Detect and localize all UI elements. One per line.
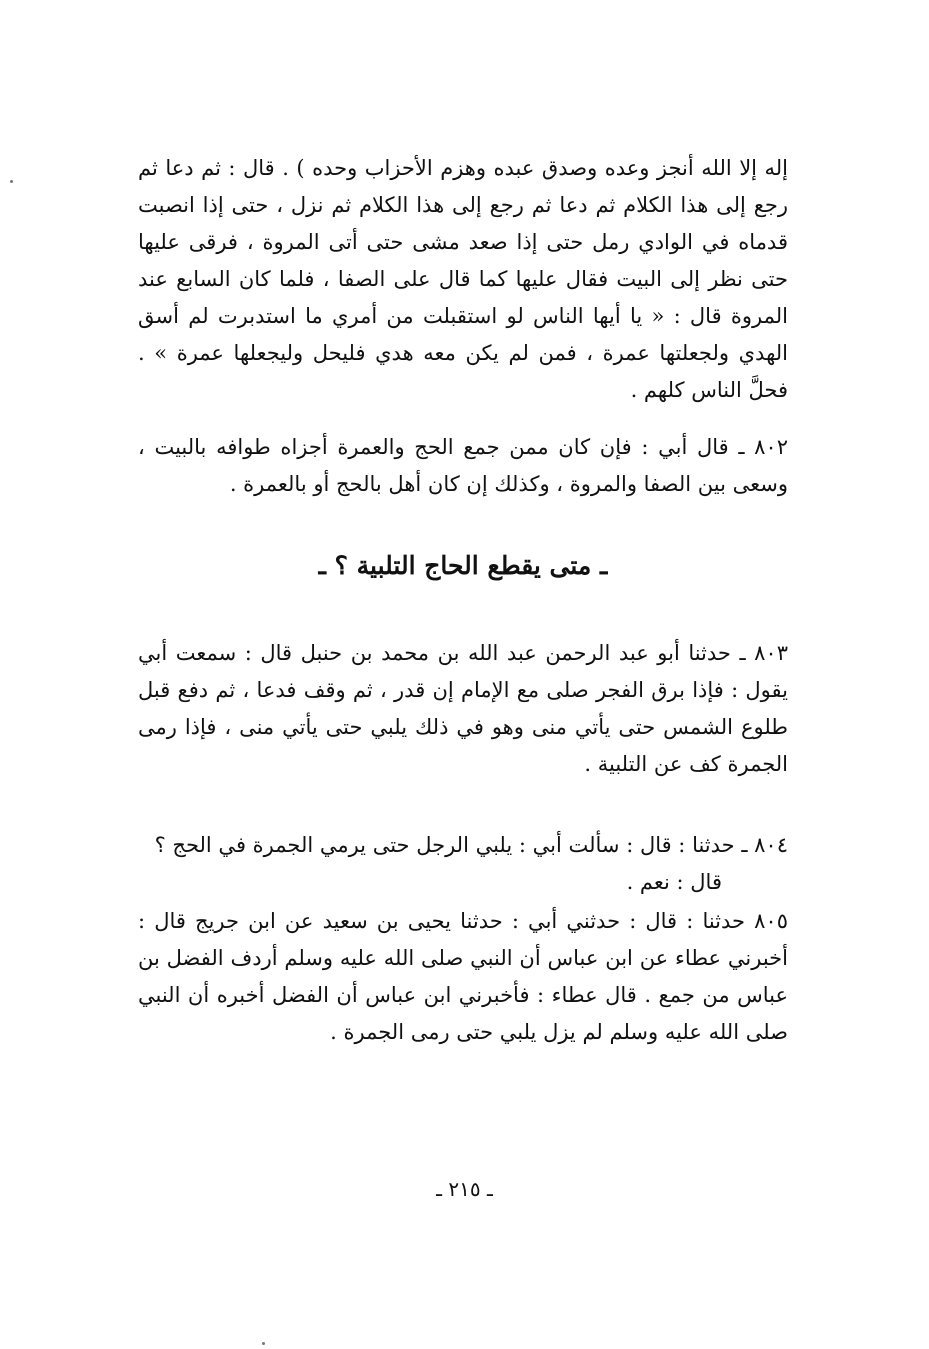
page-number: ـ ٢١٥ ـ <box>436 1177 493 1201</box>
continuation-paragraph: إله إلا الله أنجز وعده وصدق عبده وهزم الأحزاب وحده ) . قال : ثم دعا ثم رجع إلى هذا الكلام ثم دعا ثم رجع إلى هذا الكلام ثم نزل ، حتى إذا انصبت قدماه في الوادي رمل حتى إذا صعد مشى حتى أتى المروة ، فرقى عليها حتى نظر إلى البيت فقال عليها كما قال على الصفا ، فلما كان السابع عند المروة قال : « يا أيها الناس لو استقبلت من أمري ما استدبرت لم أسق الهدي ولجعلتها عمرة ، فمن لم يكن معه هدي فليحل وليجعلها عمرة » . فحلَّ الناس كلهم . <box>138 156 788 402</box>
section-heading: ـ متى يقطع الحاج التلبية ؟ ـ <box>318 551 608 580</box>
paragraph-804: ٨٠٤ ـ حدثنا : قال : سألت أبي : يلبي الرجل حتى يرمي الجمرة في الحج ؟ <box>154 833 788 857</box>
paragraph-804-reply: قال : نعم . <box>626 870 722 894</box>
paragraph-803: ٨٠٣ ـ حدثنا أبو عبد الرحمن عبد الله بن محمد بن حنبل قال : سمعت أبي يقول : فإذا برق الفجر صلى مع الإمام إن قدر ، ثم وقف فدعا ، ثم دفع قبل طلوع الشمس حتى يأتي منى وهو في ذلك يلبي حتى يأتي منى ، فإذا رمى الجمرة كف عن التلبية . <box>138 641 788 776</box>
paragraph-805: ٨٠٥ حدثنا : قال : حدثني أبي : حدثنا يحيى بن سعيد عن ابن جريج قال : أخبرني عطاء عن ابن عباس أن النبي صلى الله عليه وسلم أردف الفضل بن عباس من جمع . قال عطاء : فأخبرني ابن عباس أن الفضل أخبره أن النبي صلى الله عليه وسلم لم يزل يلبي حتى رمى الجمرة . <box>138 909 788 1044</box>
paragraph-802: ٨٠٢ ـ قال أبي : فإن كان ممن جمع الحج والعمرة أجزاه طوافه بالبيت ، وسعى بين الصفا والمروة ، وكذلك إن كان أهل بالحج أو بالعمرة . <box>138 435 788 496</box>
scan-speck <box>262 1342 265 1345</box>
page-body <box>138 150 788 1051</box>
scan-speck <box>10 180 13 183</box>
